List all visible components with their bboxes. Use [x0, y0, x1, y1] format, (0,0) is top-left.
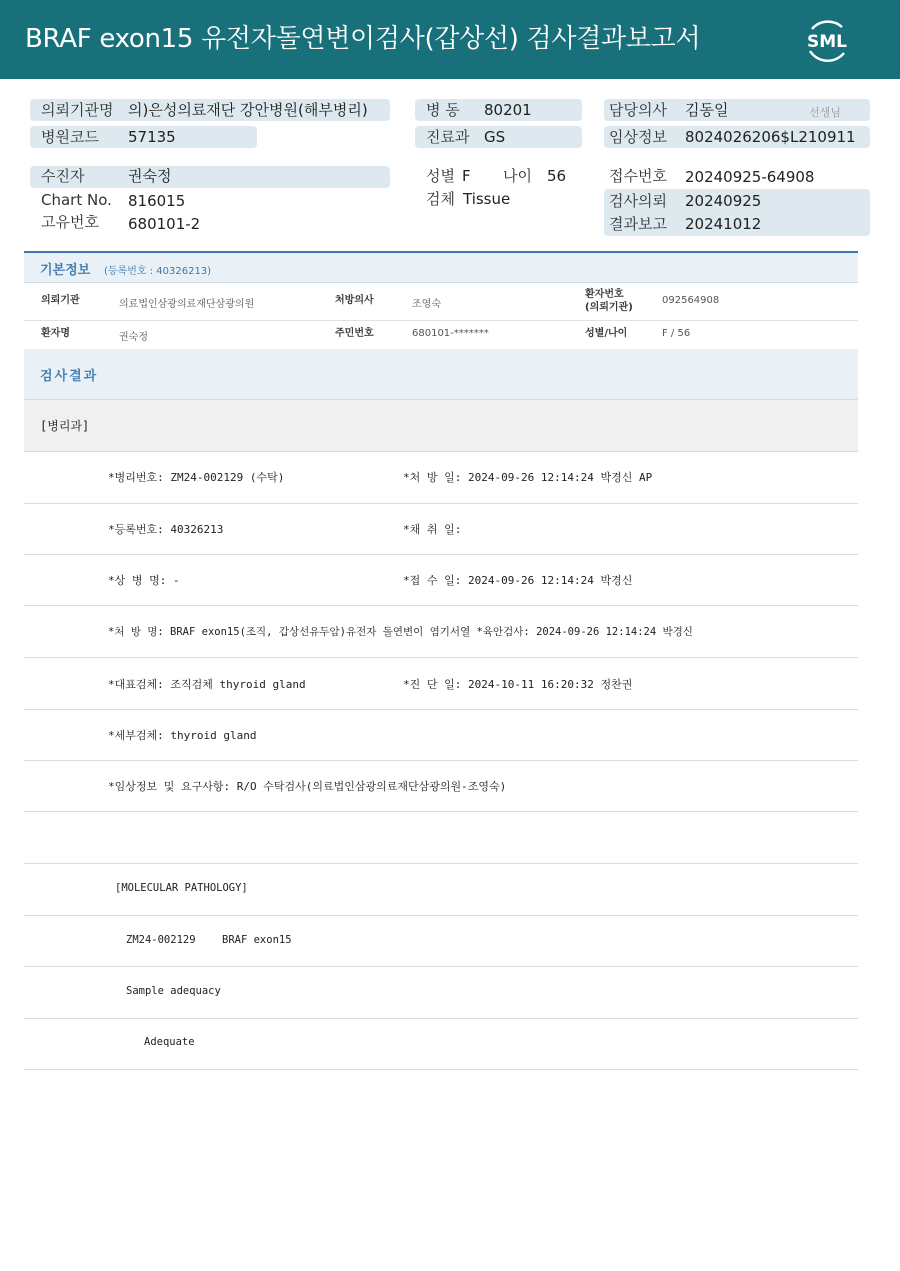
result-row — [24, 452, 858, 504]
diagnosis-date: *진 단 일: 2024-10-11 16:20:32 정찬권 — [403, 678, 633, 691]
inst-key: 의뢰기관 — [41, 295, 80, 306]
sexage-val: F / 56 — [662, 328, 691, 339]
result-row — [24, 864, 858, 916]
result-row — [24, 915, 858, 967]
dept-row — [24, 400, 858, 452]
sexage-key: 성별/나이 — [585, 328, 628, 339]
presc-val: 조영숙 — [412, 299, 441, 310]
result-row — [24, 967, 858, 1019]
result-row — [24, 554, 858, 606]
representative-specimen: *대표검체: 조직검체 thyroid gland — [108, 678, 306, 691]
result-row — [24, 503, 858, 555]
molecular-heading: [MOLECULAR PATHOLOGY] — [115, 882, 248, 894]
specimen-label: 검체 — [426, 190, 455, 208]
sex-label: 성별 — [426, 167, 455, 185]
diagnosis-name: *상 병 명: - — [108, 574, 180, 587]
dept-value: GS — [484, 128, 506, 146]
basic-info-header — [24, 253, 858, 283]
pno-key-2: (의뢰기관) — [585, 302, 633, 313]
sample-adequacy-label: Sample adequacy — [126, 985, 221, 997]
dept-label: [병리과] — [40, 419, 90, 433]
report-title: BRAF exon15 유전자돌연변이검사(갑상선) 검사결과보고서 — [25, 24, 701, 54]
receipt-value: 20240925-64908 — [685, 168, 815, 186]
report-value: 20241012 — [685, 215, 762, 233]
result-row-empty — [24, 812, 858, 864]
result-row — [24, 709, 858, 761]
specimen-value: Tissue — [463, 190, 511, 208]
logo-text: SML — [807, 32, 847, 52]
clinical-label: 임상정보 — [609, 128, 667, 146]
inst-val: 의료법인삼광의료재단삼광의원 — [119, 299, 255, 310]
age-label: 나이 — [503, 167, 532, 185]
ward-value: 80201 — [484, 101, 532, 119]
sample-adequacy-value: Adequate — [144, 1036, 195, 1048]
case-no: ZM24-002129 — [126, 934, 196, 946]
result-row — [24, 606, 858, 658]
rrn-val: 680101-******* — [412, 328, 489, 339]
pathology-no: *병리번호: ZM24-002129 (수탁) — [108, 471, 285, 484]
pno-val: 092564908 — [662, 295, 720, 306]
registration-note: (등록번호 : 40326213) — [104, 266, 212, 277]
doctor-suffix: 선생님 — [809, 106, 841, 119]
basic-row-divider — [24, 320, 858, 321]
result-row — [24, 760, 858, 812]
request-label: 검사의뢰 — [609, 192, 667, 210]
result-row — [24, 658, 858, 710]
institution-value: 의)은성의료재단 강안병원(해부병리) — [128, 101, 368, 119]
report-header — [0, 0, 900, 79]
age-value: 56 — [547, 167, 567, 185]
receipt-label: 접수번호 — [609, 167, 667, 185]
result-row — [24, 1018, 858, 1070]
receipt-date: *접 수 일: 2024-09-26 12:14:24 박경신 — [403, 574, 633, 587]
sex-value: F — [462, 167, 471, 185]
result-title: 검사결과 — [40, 369, 99, 384]
chart-no-value: 816015 — [128, 192, 186, 210]
sml-logo — [800, 13, 854, 67]
hospital-code-label: 병원코드 — [41, 128, 99, 146]
institution-label: 의뢰기관명 — [41, 101, 114, 119]
basic-info-section — [24, 251, 858, 351]
pno-key-1: 환자번호 — [585, 289, 624, 300]
gene-name: BRAF exon15 — [222, 934, 292, 946]
pname-val: 권숙정 — [119, 332, 148, 343]
ward-label: 병 동 — [426, 101, 460, 119]
detail-specimen: *세부검체: thyroid gland — [108, 729, 257, 742]
doctor-label: 담당의사 — [609, 101, 667, 119]
collection-date: *채 취 일: — [403, 523, 462, 536]
unique-no-value: 680101-2 — [128, 215, 201, 233]
rrn-key: 주민번호 — [335, 328, 374, 339]
clinical-value: 8024026206$L210911 — [685, 128, 856, 146]
patient-label: 수진자 — [41, 167, 85, 185]
chart-no-label: Chart No. — [41, 191, 112, 209]
report-label: 결과보고 — [609, 215, 667, 233]
request-value: 20240925 — [685, 192, 762, 210]
presc-key: 처방의사 — [335, 295, 374, 306]
basic-info-title: 기본정보 — [40, 263, 91, 278]
pname-key: 환자명 — [41, 328, 70, 339]
prescription-date: *처 방 일: 2024-09-26 12:14:24 박경신 AP — [403, 471, 653, 484]
registration-no: *등록번호: 40326213 — [108, 523, 224, 536]
dept-label: 진료과 — [426, 128, 470, 146]
hospital-code-value: 57135 — [128, 128, 176, 146]
doctor-value: 김동일 — [685, 101, 729, 119]
unique-no-label: 고유번호 — [41, 213, 99, 231]
clinical-request: *임상정보 및 요구사항: R/O 수탁검사(의료법인삼광의료재단삼광의원-조영숙) — [108, 780, 507, 793]
result-section-header — [24, 349, 858, 400]
prescription-name: *처 방 명: BRAF exon15(조직, 갑상선유두암)유전자 돌연변이 염기서열 *육안검사: 2024-09-26 12:14:24 박경신 — [108, 626, 693, 638]
patient-value: 권숙정 — [128, 167, 172, 185]
